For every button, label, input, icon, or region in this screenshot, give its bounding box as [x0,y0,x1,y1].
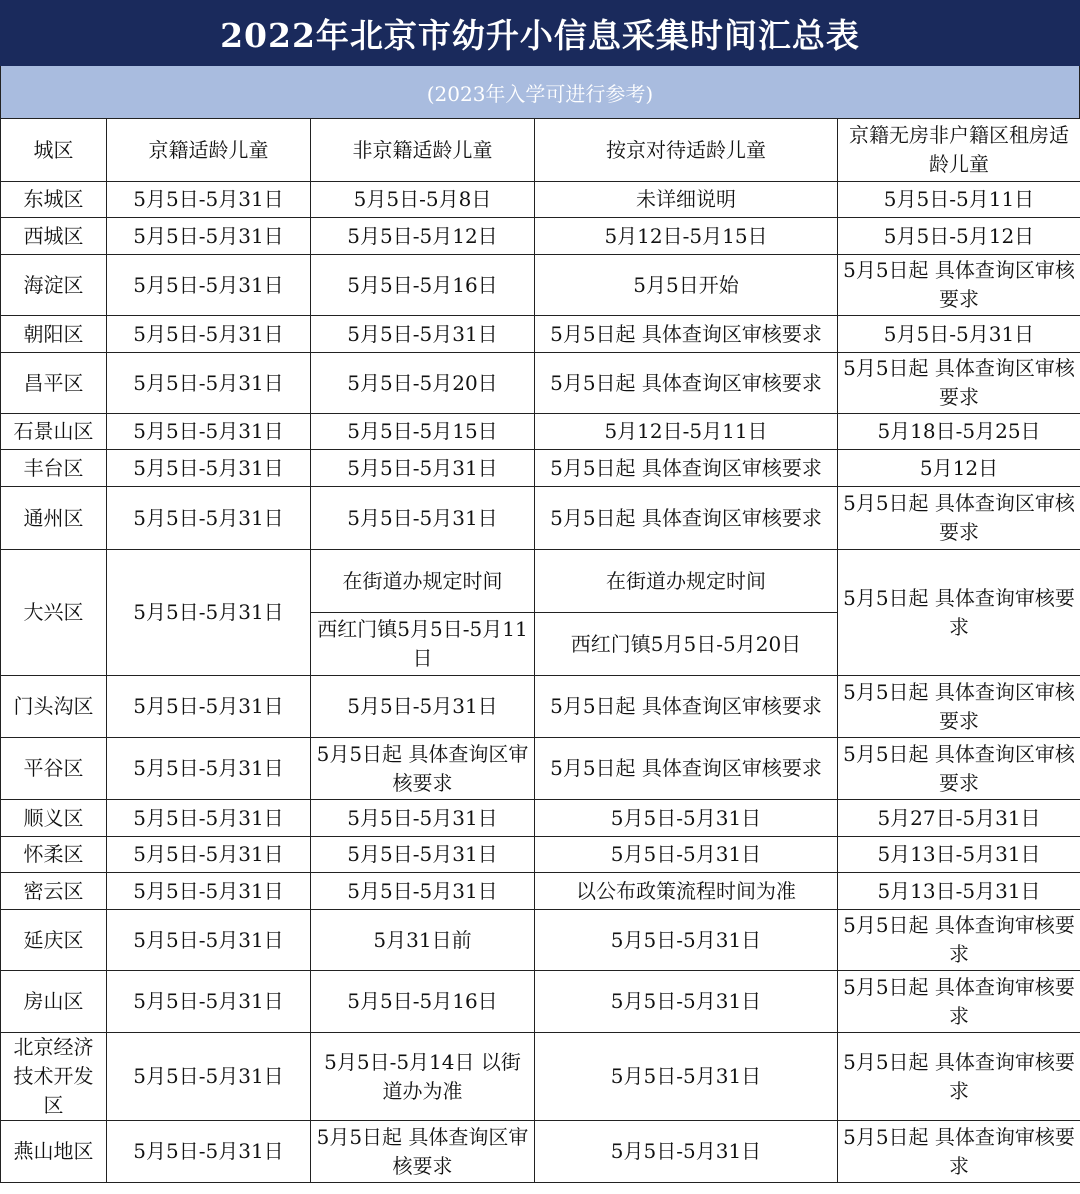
rental-cell: 5月5日起 具体查询区审核要求 [838,353,1080,414]
nonlocal-cell: 5月5日起 具体查询区审核要求 [311,738,535,800]
header-district: 城区 [1,119,107,182]
treated-cell: 5月5日-5月31日 [535,1033,838,1121]
rental-cell: 5月5日起 具体查询审核要求 [838,1033,1080,1121]
treated-cell: 5月5日起 具体查询区审核要求 [535,738,838,800]
local-cell: 5月5日-5月31日 [107,487,311,550]
local-cell: 5月5日-5月31日 [107,1033,311,1121]
nonlocal-cell: 5月5日起 具体查询区审核要求 [311,1121,535,1183]
district-cell: 怀柔区 [1,837,107,873]
district-cell: 西城区 [1,218,107,255]
local-cell: 5月5日-5月31日 [107,1121,311,1183]
table-row [1,800,1080,837]
nonlocal-cell: 在街道办规定时间 [311,550,535,613]
header-rental-children: 京籍无房非户籍区租房适龄儿童 [838,119,1080,182]
local-cell: 5月5日-5月31日 [107,218,311,255]
local-cell: 5月5日-5月31日 [107,414,311,450]
table-row [1,182,1080,218]
rental-cell: 5月5日-5月11日 [838,182,1080,218]
header-row [1,119,1080,182]
nonlocal-cell: 5月5日-5月20日 [311,353,535,414]
page-title: 2022年北京市幼升小信息采集时间汇总表 [0,0,1080,66]
local-cell: 5月5日-5月31日 [107,550,311,676]
district-cell: 海淀区 [1,255,107,316]
table-row [1,550,1080,613]
rental-cell: 5月13日-5月31日 [838,873,1080,910]
table-row [1,837,1080,873]
nonlocal-cell: 5月5日-5月31日 [311,676,535,738]
rental-cell: 5月5日起 具体查询审核要求 [838,1121,1080,1183]
rental-cell: 5月12日 [838,450,1080,487]
district-cell: 昌平区 [1,353,107,414]
district-cell: 丰台区 [1,450,107,487]
rental-cell: 5月5日起 具体查询审核要求 [838,550,1080,676]
table-row [1,971,1080,1033]
nonlocal-cell: 5月5日-5月31日 [311,837,535,873]
treated-cell: 5月5日-5月31日 [535,971,838,1033]
table-row [1,676,1080,738]
district-cell: 平谷区 [1,738,107,800]
local-cell: 5月5日-5月31日 [107,316,311,353]
nonlocal-cell: 5月5日-5月31日 [311,873,535,910]
rental-cell: 5月5日起 具体查询审核要求 [838,971,1080,1033]
table-row [1,873,1080,910]
nonlocal-cell: 5月5日-5月16日 [311,255,535,316]
district-cell: 燕山地区 [1,1121,107,1183]
treated-cell: 以公布政策流程时间为准 [535,873,838,910]
rental-cell: 5月18日-5月25日 [838,414,1080,450]
local-cell: 5月5日-5月31日 [107,873,311,910]
treated-cell: 未详细说明 [535,182,838,218]
treated-cell: 5月5日起 具体查询区审核要求 [535,353,838,414]
rental-cell: 5月27日-5月31日 [838,800,1080,837]
treated-cell: 5月5日起 具体查询区审核要求 [535,450,838,487]
rental-cell: 5月5日起 具体查询区审核要求 [838,676,1080,738]
local-cell: 5月5日-5月31日 [107,182,311,218]
schedule-table [0,118,1080,1183]
treated-cell: 5月5日-5月31日 [535,910,838,971]
treated-cell: 5月12日-5月15日 [535,218,838,255]
district-cell: 延庆区 [1,910,107,971]
local-cell: 5月5日-5月31日 [107,353,311,414]
treated-cell: 5月12日-5月11日 [535,414,838,450]
header-treated-as-local: 按京对待适龄儿童 [535,119,838,182]
district-cell: 大兴区 [1,550,107,676]
district-cell: 东城区 [1,182,107,218]
rental-cell: 5月5日起 具体查询区审核要求 [838,487,1080,550]
local-cell: 5月5日-5月31日 [107,800,311,837]
rental-cell: 5月5日起 具体查询区审核要求 [838,255,1080,316]
nonlocal-cell: 5月5日-5月31日 [311,800,535,837]
table-row [1,487,1080,550]
rental-cell: 5月5日起 具体查询审核要求 [838,910,1080,971]
treated-cell: 5月5日起 具体查询区审核要求 [535,487,838,550]
nonlocal-cell: 西红门镇5月5日-5月11日 [311,613,535,676]
table-row [1,218,1080,255]
treated-cell: 西红门镇5月5日-5月20日 [535,613,838,676]
district-cell: 石景山区 [1,414,107,450]
header-local-children: 京籍适龄儿童 [107,119,311,182]
table-row [1,353,1080,414]
district-cell: 北京经济技术开发区 [1,1033,107,1121]
district-cell: 朝阳区 [1,316,107,353]
treated-cell: 5月5日-5月31日 [535,837,838,873]
table-row [1,738,1080,800]
local-cell: 5月5日-5月31日 [107,676,311,738]
nonlocal-cell: 5月5日-5月16日 [311,971,535,1033]
nonlocal-cell: 5月5日-5月12日 [311,218,535,255]
treated-cell: 5月5日开始 [535,255,838,316]
local-cell: 5月5日-5月31日 [107,837,311,873]
treated-cell: 5月5日起 具体查询区审核要求 [535,676,838,738]
rental-cell: 5月5日-5月31日 [838,316,1080,353]
treated-cell: 5月5日-5月31日 [535,1121,838,1183]
nonlocal-cell: 5月5日-5月31日 [311,450,535,487]
nonlocal-cell: 5月5日-5月31日 [311,316,535,353]
page-subtitle: (2023年入学可进行参考) [0,66,1080,118]
district-cell: 顺义区 [1,800,107,837]
local-cell: 5月5日-5月31日 [107,255,311,316]
district-cell: 门头沟区 [1,676,107,738]
rental-cell: 5月5日起 具体查询区审核要求 [838,738,1080,800]
local-cell: 5月5日-5月31日 [107,910,311,971]
local-cell: 5月5日-5月31日 [107,450,311,487]
rental-cell: 5月13日-5月31日 [838,837,1080,873]
rental-cell: 5月5日-5月12日 [838,218,1080,255]
table-row [1,450,1080,487]
local-cell: 5月5日-5月31日 [107,738,311,800]
district-cell: 通州区 [1,487,107,550]
treated-cell: 5月5日-5月31日 [535,800,838,837]
treated-cell: 在街道办规定时间 [535,550,838,613]
treated-cell: 5月5日起 具体查询区审核要求 [535,316,838,353]
nonlocal-cell: 5月31日前 [311,910,535,971]
header-nonlocal-children: 非京籍适龄儿童 [311,119,535,182]
table-row [1,316,1080,353]
table-row [1,1033,1080,1121]
table-row [1,910,1080,971]
nonlocal-cell: 5月5日-5月8日 [311,182,535,218]
table-row [1,1121,1080,1183]
table-row [1,255,1080,316]
nonlocal-cell: 5月5日-5月15日 [311,414,535,450]
nonlocal-cell: 5月5日-5月31日 [311,487,535,550]
nonlocal-cell: 5月5日-5月14日 以街道办为准 [311,1033,535,1121]
local-cell: 5月5日-5月31日 [107,971,311,1033]
table-row [1,414,1080,450]
district-cell: 房山区 [1,971,107,1033]
district-cell: 密云区 [1,873,107,910]
